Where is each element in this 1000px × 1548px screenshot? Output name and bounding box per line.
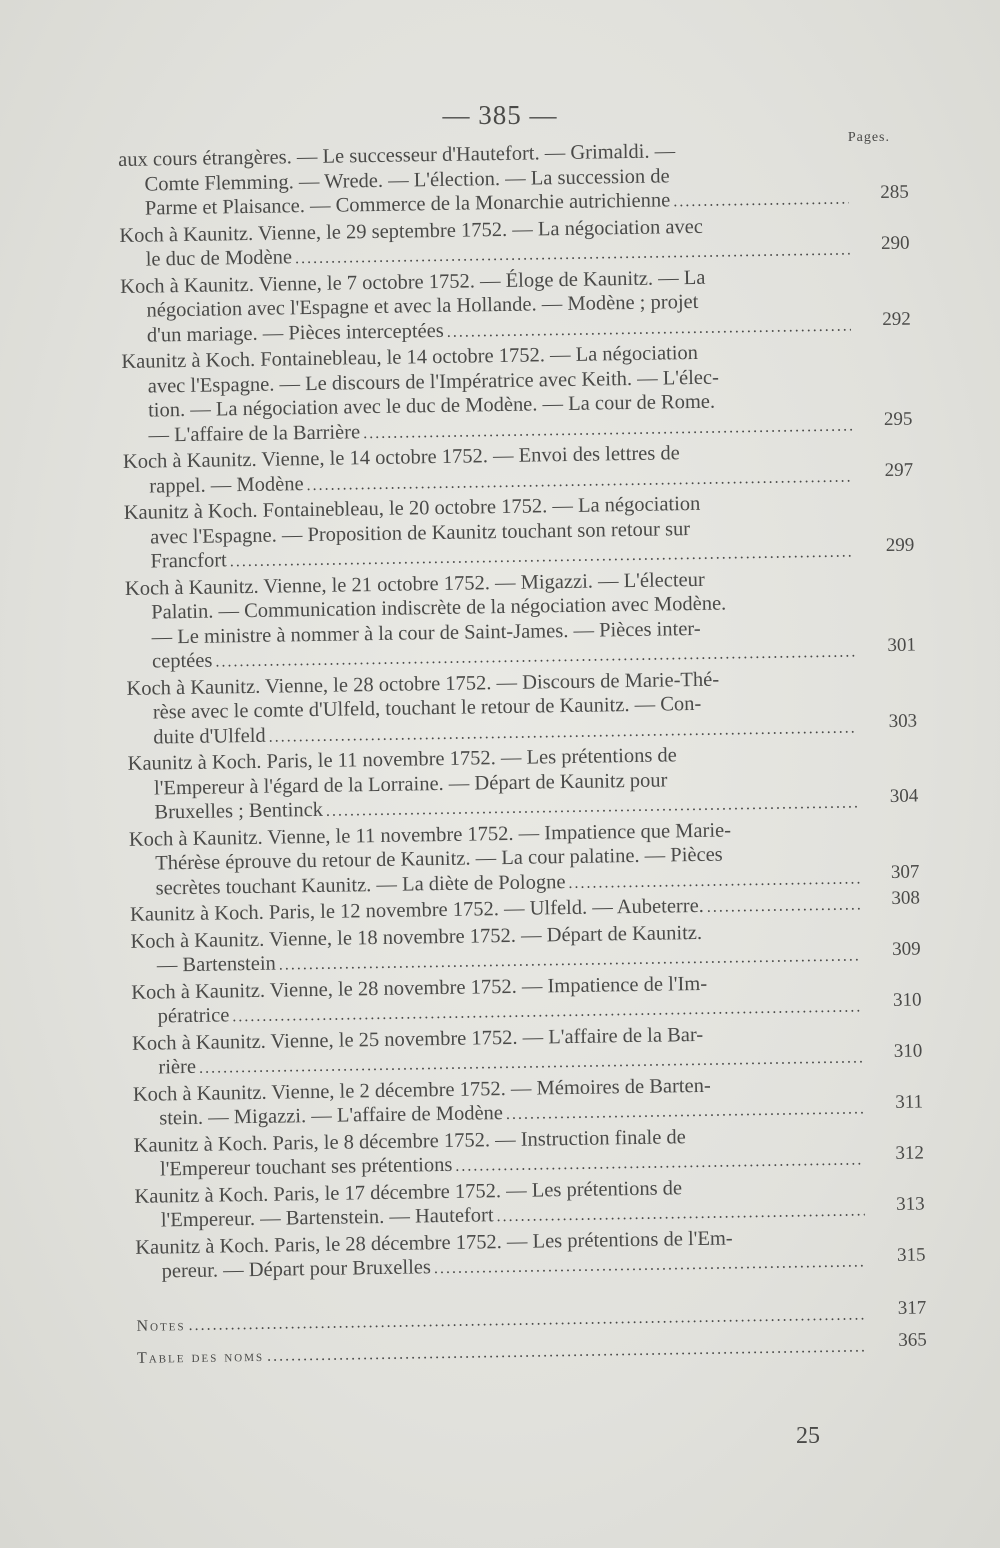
page-number: 285 [880,181,909,204]
toc-entry [121,338,912,450]
toc-entry-last-line [137,1334,927,1371]
toc-entry [125,564,916,676]
page-number: 365 [898,1329,927,1351]
toc-entry-text: rappel. — Modène [149,472,304,498]
toc-entry-line: Koch à Kaunitz. Vienne, le 14 octobre 1752. — Envoi des lettres de [122,442,680,473]
toc-entry-text: pereur. — Départ pour Bruxelles [161,1256,432,1283]
toc-entry-line: Koch à Kaunitz. Vienne, le 25 novembre 1752. — L'affaire de la Bar- [131,1023,704,1055]
toc-entry-text: ceptées [151,649,213,673]
page-number: 312 [895,1142,925,1164]
toc-entry-line: Comte Flemming. — Wrede. — L'élection. — La succession de [144,164,670,196]
toc-entry-last-line [136,1302,926,1339]
toc-entry-line: Koch à Kaunitz. Vienne, le 28 novembre 1752. — Impatience de l'Im- [131,972,708,1004]
page-number: 311 [895,1091,924,1113]
toc-entry-text: Parme et Plaisance. — Commerce de la Monarchie autrichienne [144,189,671,220]
toc-entry [127,740,918,828]
toc-entry-line: Koch à Kaunitz. Vienne, le 7 octobre 1752. — Éloge de Kaunitz. — La [120,266,706,298]
page-number: 295 [883,408,913,430]
page-number: 310 [892,989,922,1011]
page-number: 303 [888,710,918,732]
page-number: 310 [893,1040,923,1062]
toc-entry-line: Kaunitz à Koch. Fontainebleau, le 14 octobre 1752. — La négociation [121,341,699,373]
toc-entry-line: Kaunitz à Koch. Paris, le 28 décembre 1752. — Les prétentions de l'Em- [135,1226,733,1259]
page-number: 317 [897,1296,927,1319]
toc-entry-text: l'Empereur. — Bartenstein. — Hautefort [160,1204,494,1232]
dot-leader [188,1303,866,1338]
page-number: 304 [889,785,919,807]
table-of-contents [118,136,927,1372]
page-number: 292 [882,308,911,330]
toc-entry-line: Koch à Kaunitz. Vienne, le 28 octobre 1752. — Discours de Marie-Thé- [126,668,720,700]
toc-entry-line: Koch à Kaunitz. Vienne, le 11 novembre 1752. — Impatience que Marie- [128,818,732,851]
toc-entry-text: secrètes touchant Kaunitz. — La diète de Pologne [155,870,566,899]
toc-entry [120,262,911,350]
toc-entry-line: Koch à Kaunitz. Vienne, le 29 septembre 1752. — La négociation avec [119,215,704,247]
toc-entry-text: Francfort [150,549,227,573]
toc-entry-text: le duc de Modène [145,246,293,271]
page-number: 315 [896,1244,926,1266]
toc-entry-line: Koch à Kaunitz. Vienne, le 18 novembre 1752. — Départ de Kaunitz. [130,921,703,953]
page-number: 307 [890,861,920,883]
page-header: — 385 — [442,100,558,130]
toc-entry-line: aux cours étrangères. — Le successeur d'Hautefort. — Grimaldi. — [118,140,676,171]
page-number: 309 [892,938,921,960]
toc-entry-text: l'Empereur touchant ses prétentions [159,1153,453,1181]
page-number: 299 [885,534,915,556]
toc-entry-text: d'un mariage. — Pièces interceptées [146,319,444,347]
page-number: 290 [880,232,910,255]
dot-leader [673,188,849,215]
table-des-noms-entry [136,1329,927,1371]
table-des-noms-entry-label: Table des noms [136,1347,265,1367]
signature-mark: 25 [796,1423,820,1449]
page-number: 297 [884,459,914,481]
toc-entry [129,815,920,903]
toc-entry-line: Kaunitz à Koch. Fontainebleau, le 20 octobre 1752. — La négociation [123,492,701,524]
toc-entry [126,664,917,752]
toc-entry-line: avec l'Espagne. — Le discours de l'Impératrice avec Keith. — L'élec- [147,366,720,398]
toc-entry-text: Bruxelles ; Bentinck [154,798,324,824]
toc-entry-line: avec l'Espagne. — Proposition de Kaunitz touchant son retour sur [149,517,691,549]
toc-entry-line: Kaunitz à Koch. Paris, le 11 novembre 1752. — Les prétentions de [127,744,677,775]
toc-entry-line: Koch à Kaunitz. Vienne, le 2 décembre 1752. — Mémoires de Barten- [132,1074,711,1106]
notes-entry-label: Notes [136,1316,186,1335]
toc-entry [118,136,909,224]
page-number: 313 [896,1193,925,1215]
toc-entry-line: Palatin. — Communication indiscrète de la négociation avec Modène. [151,592,727,624]
toc-entry-text: stein. — Migazzi. — L'affaire de Modène [159,1102,504,1130]
toc-entry-line: Thérèse éprouve du retour de Kaunitz. — La cour palatine. — Pièces [155,843,723,875]
toc-entry-text: pératrice [157,1004,230,1028]
dot-leader [267,1335,867,1369]
toc-entry-text: rière [158,1055,197,1079]
toc-entry-text: — L'affaire de la Barrière [148,420,361,447]
toc-entry-line: négociation avec l'Espagne et avec la Hollande. — Modène ; projet [146,290,699,322]
toc-entry-line: tion. — La négociation avec le duc de Modène. — La cour de Rome. [147,390,716,422]
page-number: 308 [891,887,921,909]
toc-entry-line: Kaunitz à Koch. Paris, le 8 décembre 1752. — Instruction finale de [133,1125,686,1157]
toc-entry-line: rèse avec le comte d'Ulfeld, touchant le retour de Kaunitz. — Con- [152,692,702,724]
toc-entry-line: Koch à Kaunitz. Vienne, le 21 octobre 1752. — Migazzi. — L'électeur [124,568,705,600]
notes-entry [136,1296,927,1339]
dot-leader [707,893,861,920]
toc-entry-text: Kaunitz à Koch. Paris, le 12 novembre 1752. — Ulfeld. — Aubeterre. [129,894,705,926]
toc-entry-line: l'Empereur à l'égard de la Lorraine. — Départ de Kaunitz pour [153,768,668,800]
toc-entry-text: duite d'Ulfeld [153,724,266,749]
toc-entry [124,489,915,577]
toc-entry-line: — Le ministre à nommer à la cour de Saint-James. — Pièces inter- [151,617,701,649]
toc-entry-line: Kaunitz à Koch. Paris, le 17 décembre 1752. — Les prétentions de [134,1176,683,1208]
pages-column-label: Pages. [847,130,890,145]
page-number: 301 [887,634,917,656]
toc-entry-text: — Bartenstein [156,952,277,977]
